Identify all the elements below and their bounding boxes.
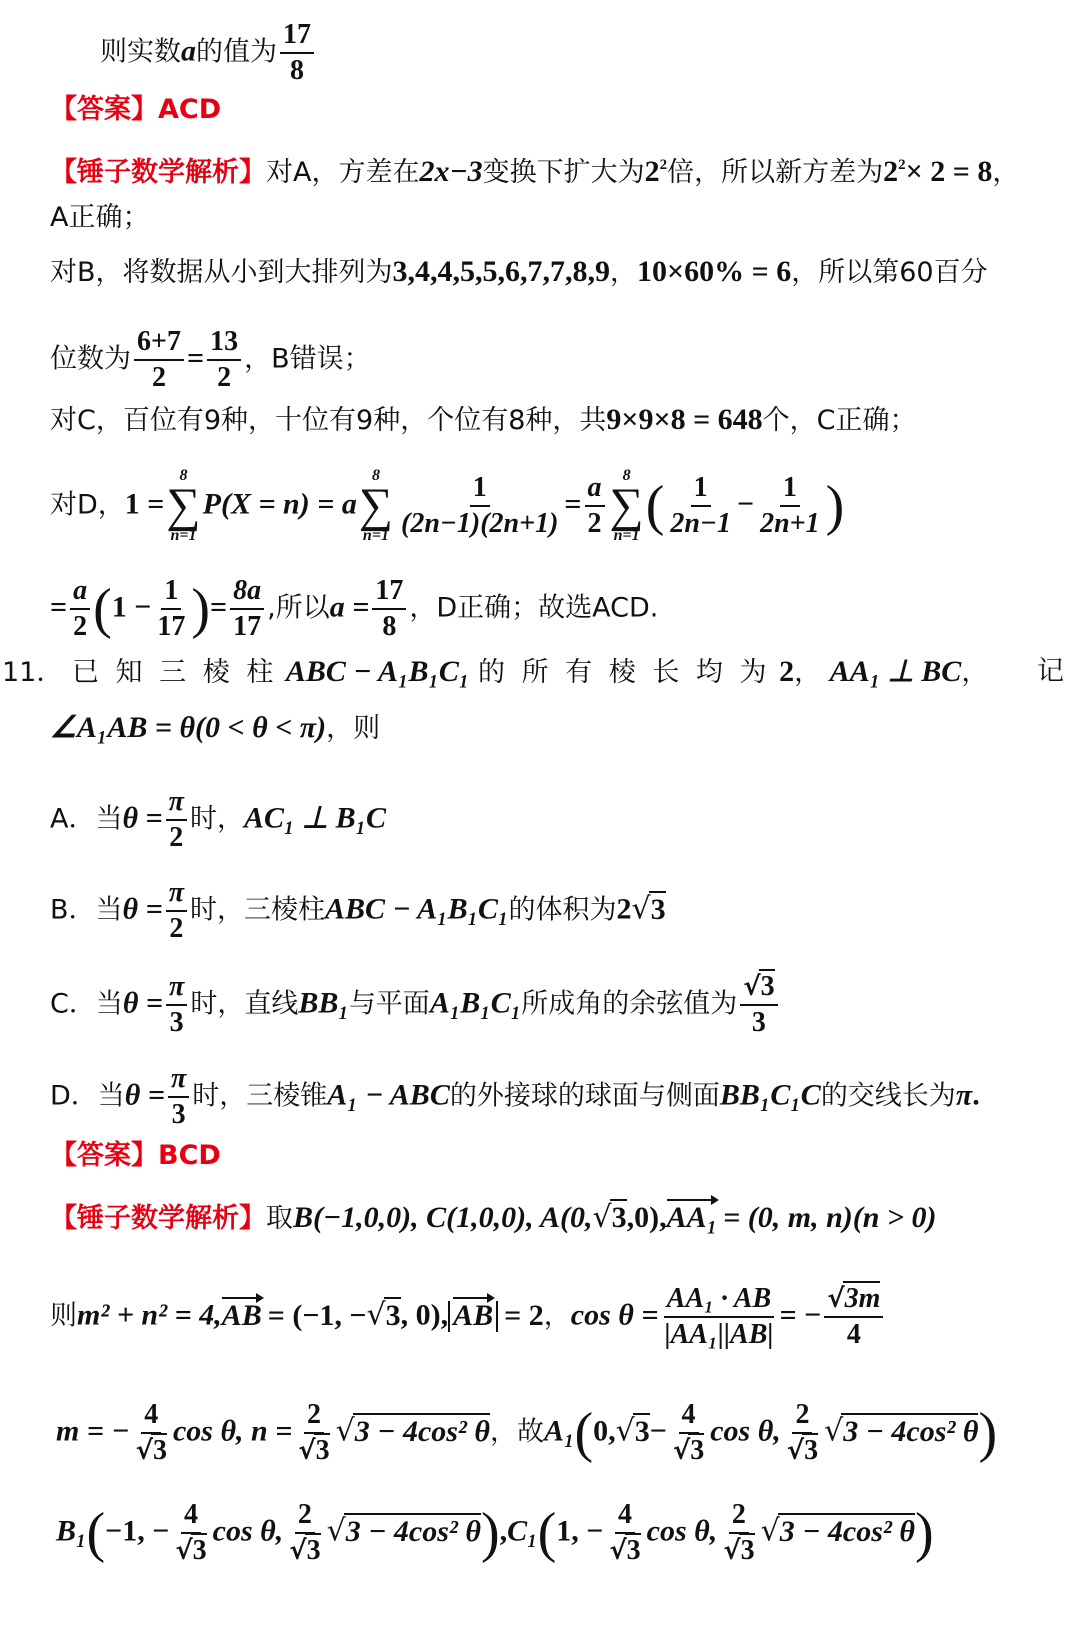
sum-3-top: 8	[622, 467, 631, 484]
sum-3-bot: n=1	[613, 527, 640, 544]
option-d-frac	[168, 1062, 189, 1132]
analysis-d-px: P(X = n) = a	[202, 487, 357, 521]
a1-frac-2	[784, 1398, 821, 1468]
d2-frac-1-den: 17	[157, 611, 186, 642]
analysis-b-expr: 10×60% = 6	[637, 255, 792, 288]
c1-frac-2-den-rad: 3	[740, 1535, 755, 1566]
option-c-frac	[166, 970, 187, 1040]
analysis-2-n-rad: 3 − 4cos² θ	[354, 1414, 490, 1448]
d2-frac-8a-den: 17	[233, 611, 262, 642]
analysis-2-pts: B(−1,0,0), C(1,0,0), A(0,	[293, 1201, 593, 1234]
q11-ze: ，则	[326, 713, 381, 744]
analysis-2-cos: cos θ =	[570, 1298, 659, 1332]
question-11-line-2	[50, 708, 380, 749]
d2-frac-1-num: 1	[161, 574, 181, 610]
d2-frac-res-den: 8	[382, 611, 397, 642]
n-frac-den-rad: 3	[315, 1435, 330, 1466]
cos-frac	[661, 1282, 776, 1352]
c1-frac-2-num: 2	[729, 1498, 749, 1534]
analysis-2-cos-eq: = −	[779, 1298, 822, 1332]
d2-frac-res	[372, 574, 406, 644]
m-frac	[133, 1398, 170, 1468]
option-d-frac-num: π	[168, 1062, 189, 1098]
option-a-theta: θ =	[122, 801, 163, 835]
cos-res-frac	[824, 1282, 883, 1352]
d-frac-a2	[585, 471, 605, 541]
b-frac-2-den: 2	[217, 362, 232, 393]
analysis-2-pts-end: ,0),	[626, 1201, 667, 1234]
option-b: B．当θ = $\frac{\pi}{2}$ 时，三棱柱ABC − A₁B₁C₁的体积为2√3	[50, 877, 666, 944]
d-frac-t2	[757, 471, 823, 541]
b-frac-1-num: 6+7	[134, 325, 184, 361]
option-d-theta: θ =	[124, 1078, 165, 1112]
analysis-2-m-eq: m = −	[56, 1414, 130, 1448]
vector-aa1: AA₁	[666, 1201, 718, 1234]
analysis-2-m-cos: cos θ, n =	[172, 1414, 293, 1448]
option-a	[50, 785, 386, 855]
option-c-plane: A₁B₁C₁	[429, 986, 522, 1020]
b-frac-1	[134, 325, 184, 395]
a1-frac-2-num: 2	[792, 1398, 812, 1434]
analysis-a-pow-base: $2^2$	[644, 155, 668, 188]
option-a-label: A．当	[50, 803, 123, 835]
cos-res-num: √3m	[824, 1282, 883, 1318]
option-d-text2: 的外接球的球面与侧面	[449, 1080, 720, 1112]
analysis-b-line2: 位数为	[50, 343, 131, 375]
b-frac-2	[207, 325, 241, 395]
b1-first: −1, −	[105, 1514, 170, 1548]
d2-frac-a2	[70, 574, 90, 644]
b1-frac-den-rad: 3	[192, 1535, 207, 1566]
d2-so: ,所以	[267, 592, 330, 624]
answer-2-value: BCD	[158, 1140, 221, 1171]
c1-cos: cos θ,	[646, 1514, 718, 1548]
option-b-frac-num: π	[166, 876, 187, 912]
intro-mid: 的值为	[196, 36, 277, 68]
analysis-1-b-line-2: 位数为 $\frac{6+7}{2}$ = $\frac{13}{2}$ ，B错误；	[50, 326, 371, 393]
b1-frac-den: √3	[175, 1535, 207, 1566]
abs-ab-vec: AB	[453, 1298, 494, 1332]
option-d-expr: A₁ − ABC	[327, 1078, 450, 1112]
analysis-2-ze: 则	[50, 1300, 77, 1332]
option-a-frac	[166, 785, 187, 855]
d-frac-a2-den: 2	[587, 508, 602, 539]
b1-frac-2-den-rad: 3	[306, 1535, 321, 1566]
analysis-a-expr2-base: $2^2$	[883, 155, 906, 188]
d2-frac-a2-den: 2	[73, 611, 88, 642]
option-c-value-den: 3	[751, 1007, 766, 1038]
analysis-1-a-line-1	[50, 145, 1019, 193]
a1-frac-den-rad: 3	[690, 1435, 705, 1466]
vector-ab: AB	[221, 1298, 262, 1332]
analysis-d-eq: =	[564, 487, 582, 521]
d2-frac-8a-num: 8a	[230, 574, 264, 610]
option-d-val: π	[955, 1078, 973, 1112]
analysis-b-mid: ，	[610, 257, 638, 288]
analysis-2-ab-val: = (−1, −	[267, 1298, 367, 1332]
a1-frac-den: √3	[672, 1435, 705, 1466]
option-b-text: 时，三棱柱	[190, 894, 325, 926]
option-b-theta: θ =	[122, 892, 163, 926]
analysis-c-text: 对C，百位有9种，十位有9种，个位有8种，共	[50, 405, 607, 436]
a1-frac-2-den-rad: 3	[804, 1435, 819, 1466]
option-c-frac-num: π	[166, 970, 187, 1006]
a1-frac	[670, 1398, 707, 1468]
q11-comma: ，	[794, 657, 822, 688]
option-d-text3: 的交线长为	[820, 1080, 956, 1112]
c1-frac-num: 4	[615, 1498, 635, 1534]
analysis-b-line2-end: ，B错误；	[244, 343, 371, 375]
d-frac-t1-num: 1	[691, 471, 711, 507]
option-b-expr: ABC − A₁B₁C₁	[325, 892, 509, 926]
analysis-2-c1: C₁	[507, 1514, 538, 1548]
m-frac-num: 4	[141, 1398, 161, 1434]
analysis-2-b1: B₁	[56, 1514, 87, 1548]
c1-n-rad: 3 − 4cos² θ	[779, 1514, 915, 1548]
option-c-text2: 与平面	[348, 988, 430, 1020]
option-b-frac-den: 2	[169, 913, 184, 944]
c1-frac-2	[720, 1498, 757, 1568]
analysis-a-mid: 变换下扩大为	[482, 157, 645, 188]
option-b-frac	[166, 876, 187, 946]
d-frac-t2-num: 1	[780, 471, 800, 507]
intro-frac-num: 17	[280, 18, 314, 54]
a1-rad: 3	[634, 1414, 650, 1448]
analysis-2-a1: A₁	[544, 1414, 575, 1448]
q11-len: 2	[779, 655, 795, 688]
intro-frac-den: 8	[290, 55, 304, 86]
d2-frac-res-num: 17	[372, 574, 406, 610]
c1-frac	[606, 1498, 643, 1568]
analysis-c-expr: 9×9×8 = 648	[606, 403, 763, 436]
analysis-2-pts-rad: 3	[611, 1201, 627, 1234]
sum-1-bot: n=1	[170, 527, 197, 544]
answer-1	[50, 90, 221, 130]
answer-2	[50, 1136, 221, 1176]
analysis-c-end: 个，C正确；	[762, 405, 917, 436]
analysis-1-b-line-1	[50, 252, 988, 293]
option-c-theta: θ =	[122, 986, 164, 1020]
option-b-val: 2	[616, 892, 632, 926]
option-a-expr: AC₁ ⊥ B₁C	[243, 801, 387, 835]
cos-frac-num: AA₁ · AB	[664, 1282, 774, 1318]
question-number: 11．	[2, 657, 64, 688]
sum-symbol-3: 8 ∑ n=1	[609, 467, 644, 544]
q11-prism: ABC − A₁B₁C₁	[285, 655, 470, 688]
c1-frac-den: √3	[609, 1535, 641, 1566]
b1-frac-2	[286, 1498, 323, 1568]
d2-end: ，D正确；故选ACD.	[409, 592, 659, 624]
a1-first: 0,	[593, 1414, 616, 1448]
analysis-a-mid2: 倍，所以新方差为	[667, 157, 884, 188]
b1-n-rad: 3 − 4cos² θ	[345, 1514, 481, 1548]
cos-frac-den: |AA₁||AB|	[664, 1319, 774, 1350]
analysis-1-a-line-2: A正确；	[50, 202, 150, 233]
b1-frac	[172, 1498, 209, 1568]
b1-frac-num: 4	[181, 1498, 201, 1534]
c1-first: 1, −	[556, 1514, 604, 1548]
option-c-text: 时，直线	[190, 988, 299, 1020]
analysis-1-d-line-2: = $\frac{a}{2}$ (1 − $\frac{1}{17}$ )= $\frac{8a}{17}$ ,所以a = $\frac{17}{8}$ ，D正确；故选ACD.	[50, 575, 659, 642]
intro-text: 则实数	[100, 36, 181, 68]
option-b-rad: 3	[650, 892, 666, 926]
b1-frac-2-num: 2	[295, 1498, 315, 1534]
option-c-value-frac	[740, 970, 777, 1040]
option-d-face: BB₁C₁C	[719, 1078, 821, 1112]
analysis-2-take: 取	[266, 1203, 293, 1234]
analysis-d-start: 对D，	[50, 489, 125, 521]
c1-frac-den-rad: 3	[626, 1535, 641, 1566]
a1-frac-2-den: √3	[786, 1435, 819, 1466]
d-frac-a2-num: a	[585, 471, 605, 507]
option-c-text3: 所成角的余弦值为	[521, 988, 738, 1020]
n-frac-den: √3	[298, 1435, 330, 1466]
analysis-b-seq: 3,4,4,5,5,6,7,7,8,9	[392, 255, 611, 288]
analysis-2-ab-rad: 3	[385, 1298, 401, 1332]
intro-line	[100, 18, 317, 88]
d-frac-t1	[667, 471, 734, 541]
n-frac	[295, 1398, 332, 1468]
sum-2-top: 8	[371, 467, 380, 484]
analysis-2-ab-end: , 0),	[400, 1298, 449, 1332]
option-c-bb: BB₁	[298, 986, 349, 1020]
cos-res-den: 4	[846, 1319, 861, 1350]
analysis-a-end: ，	[992, 157, 1020, 188]
cos-res-rad: 3m	[844, 1283, 881, 1314]
option-d-end: .	[972, 1078, 980, 1112]
d2-a: a =	[329, 590, 370, 624]
d-frac-main	[398, 471, 561, 541]
b1-cos: cos θ,	[212, 1514, 284, 1548]
b1-frac-2-den: √3	[289, 1535, 321, 1566]
analysis-2-aa1-val: = (0, m, n)(n > 0)	[723, 1201, 937, 1234]
intro-fraction	[280, 18, 314, 88]
option-a-frac-den: 2	[169, 822, 184, 853]
analysis-d-one: 1 =	[124, 487, 165, 521]
q11-text2: 的 所 有 棱 长 均 为	[478, 657, 771, 688]
q11-perp: AA₁ ⊥ BC	[829, 655, 962, 688]
a1-frac-num: 4	[679, 1398, 699, 1434]
analysis-2-gu: ，故	[490, 1416, 544, 1448]
option-c	[50, 970, 781, 1040]
d-frac-t1-den: 2n−1	[670, 508, 731, 539]
analysis-2-ab-abs-val: = 2	[504, 1298, 544, 1332]
analysis-2-cos-sep: ，	[543, 1300, 571, 1332]
analysis-a-expr2: × 2 = 8	[905, 155, 993, 188]
option-d	[50, 1062, 980, 1132]
d2-frac-a2-num: a	[70, 574, 90, 610]
analysis-1-tag: 【锤子数学解析】	[50, 157, 266, 188]
option-c-value-num: √3	[740, 970, 777, 1006]
q11-angle: ∠A₁AB = θ(0 < θ < π)	[50, 711, 327, 744]
analysis-a-text: 对A，方差在	[266, 157, 420, 188]
analysis-b-end: ，所以第60百分	[791, 257, 988, 288]
m-frac-den-rad: 3	[152, 1435, 167, 1466]
option-b-label: B．当	[50, 894, 123, 926]
analysis-a-pow: 2	[659, 157, 668, 173]
analysis-2-line-1: 【锤子数学解析】取B(−1,0,0), C(1,0,0), A(0,√3,0),AA₁ = (0, m, n)(n > 0)	[50, 1200, 937, 1235]
d2-frac-1	[154, 574, 188, 644]
c1-frac-2-den: √3	[723, 1535, 755, 1566]
q11-comma2: ，	[961, 657, 989, 688]
answer-1-tag: 【答案】	[50, 94, 158, 125]
analysis-b-text: 对B，将数据从小到大排列为	[50, 257, 393, 288]
b-frac-2-num: 13	[207, 325, 241, 361]
d-frac-main-den: (2n−1)(2n+1)	[401, 508, 559, 539]
option-a-frac-num: π	[166, 785, 187, 821]
sum-symbol-1: 8 ∑ n=1	[166, 467, 201, 544]
option-c-frac-den: 3	[169, 1007, 184, 1038]
m-frac-den: √3	[135, 1435, 167, 1466]
a1-n-rad: 3 − 4cos² θ	[843, 1414, 979, 1448]
sum-2-bot: n=1	[362, 527, 389, 544]
question-11-line-1	[2, 652, 1078, 693]
sum-1-top: 8	[179, 467, 188, 484]
b-frac-1-den: 2	[151, 362, 166, 393]
sum-symbol-2: 8 ∑ n=1	[358, 467, 394, 544]
analysis-2-line-4: B₁(−1, − $\frac{4}{√3}$ cos θ, $\frac{2}{√3}$ √3 − 4cos² θ),C₁(1, − $\frac{4}{√3}$ cos θ, $\frac{2}{√3}$ √3 − 4cos² θ)	[56, 1499, 934, 1566]
abs-ab	[448, 1298, 498, 1332]
option-d-text: 时，三棱锥	[192, 1080, 328, 1112]
d-frac-t2-den: 2n+1	[760, 508, 820, 539]
a1-cos: cos θ,	[710, 1414, 781, 1448]
d2-frac-8a	[230, 574, 264, 644]
d-frac-main-num: 1	[470, 471, 490, 507]
analysis-1-c-line	[50, 400, 917, 441]
intro-var: a	[181, 34, 196, 68]
option-a-text: 时，	[189, 803, 244, 835]
analysis-1-d-line-1: 对D，1 = 8 ∑ n=1 P(X = n) = a 8 ∑ n=1 $\frac{1}{(2n-1)(2n+1)}$ = $\frac{a}{2}$ 8 ∑ n=1 ( $\frac{1}{2n-1}$ − $\frac{1}{2n+1}$ )	[50, 467, 845, 544]
q11-text1: 已 知 三 棱 柱	[71, 657, 278, 688]
analysis-2-line-2: 则m² + n² = 4,AB = (−1, −√3, 0), AB = 2，cos θ = $\frac{\text{AA₁ · AB}}{\text{|AA₁||AB|}}$ = − $\frac{√3m}{4}$	[50, 1282, 886, 1352]
analysis-2-line-3: m = − $\frac{4}{√3}$ cos θ, n = $\frac{2}{√3}$ √3 − 4cos² θ，故A₁(0,√3− $\frac{4}{√3}$ cos θ, $\frac{2}{√3}$ √3 − 4cos² θ)	[56, 1399, 998, 1466]
a1-minus: −	[649, 1414, 667, 1448]
analysis-2-mn: m² + n² = 4,	[77, 1298, 222, 1332]
analysis-a-expr: 2x−3	[419, 155, 483, 188]
answer-2-tag: 【答案】	[50, 1140, 158, 1171]
option-c-value-rad: 3	[760, 971, 775, 1002]
answer-1-value: ACD	[158, 94, 222, 125]
q11-ji: 记	[1037, 656, 1064, 687]
option-d-label: D．当	[50, 1080, 125, 1112]
n-frac-num: 2	[304, 1398, 324, 1434]
analysis-2-tag: 【锤子数学解析】	[50, 1203, 266, 1234]
option-b-text2: 的体积为	[508, 894, 617, 926]
option-d-frac-den: 3	[171, 1099, 186, 1130]
option-c-label: C．当	[50, 988, 123, 1020]
